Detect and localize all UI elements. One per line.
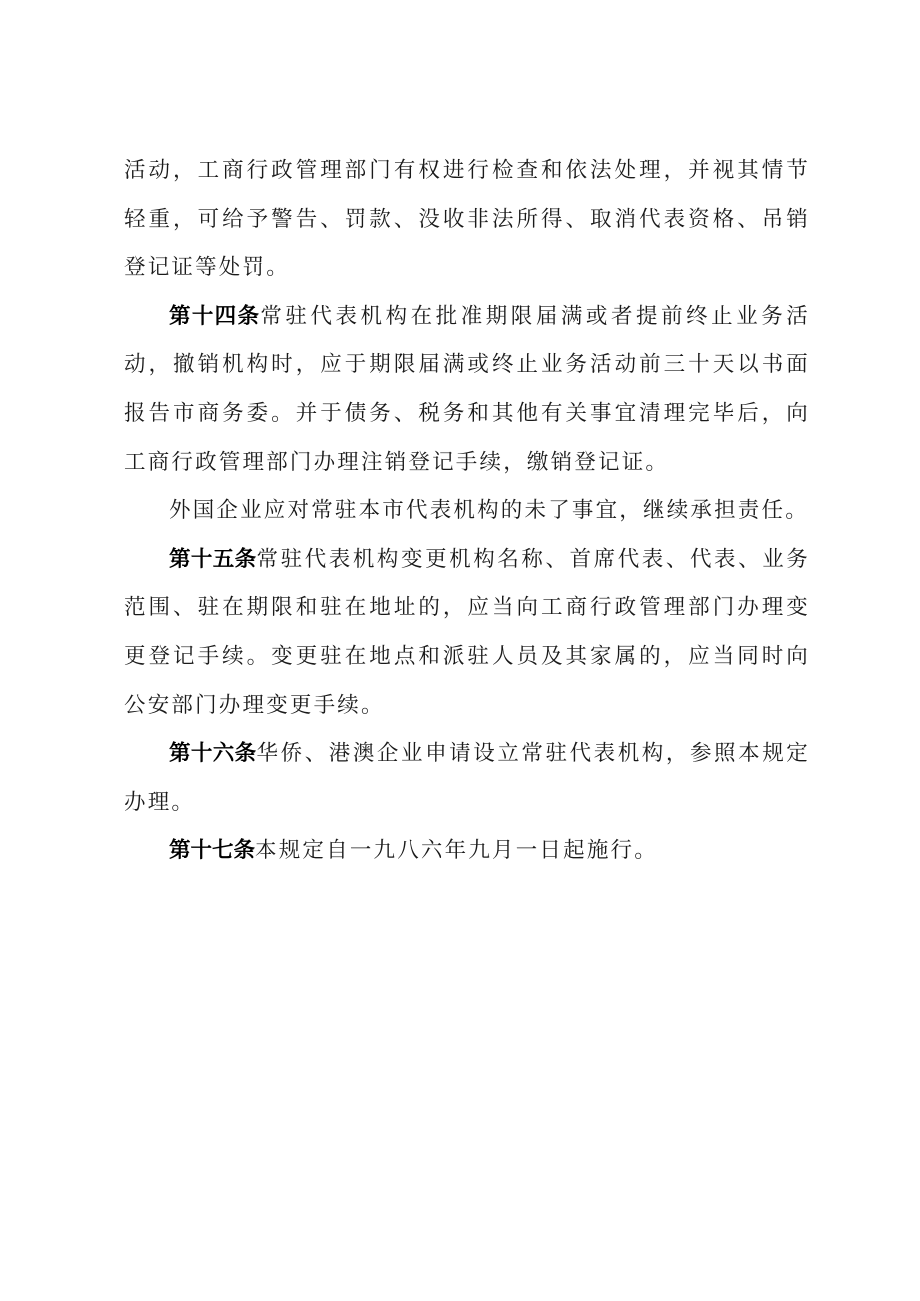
paragraph-text: 常驻代表机构变更机构名称、首席代表、代表、业务范围、驻在期限和驻在地址的，应当向工商行政管理部门办理变更登记手续。变更驻在地点和派驻人员及其家属的，应当同时向公安部门办理变更手续。 xyxy=(124,546,810,718)
article-number: 第十六条 xyxy=(169,741,257,767)
paragraph-article-14 xyxy=(124,293,810,487)
paragraph-article-17 xyxy=(124,827,810,876)
paragraph-text: 本规定自一九八六年九月一日起施行。 xyxy=(255,838,658,864)
paragraph-text: 活动，工商行政管理部门有权进行检查和依法处理，并视其情节轻重，可给予警告、罚款、没收非法所得、取消代表资格、吊销登记证等处罚。 xyxy=(124,158,810,281)
paragraph-continuation xyxy=(124,147,810,293)
paragraph-text: 常驻代表机构在批准期限届满或者提前终止业务活动，撤销机构时，应于期限届满或终止业务活动前三十天以书面报告市商务委。并于债务、税务和其他有关事宜清理完毕后，向工商行政管理部门办理注销登记手续，缴销登记证。 xyxy=(124,303,810,475)
paragraph-foreign-liability xyxy=(124,487,810,536)
paragraph-article-15 xyxy=(124,536,810,730)
paragraph-text: 华侨、港澳企业申请设立常驻代表机构，参照本规定办理。 xyxy=(124,741,810,815)
article-number: 第十四条 xyxy=(169,303,261,329)
paragraph-text: 外国企业应对常驻本市代表机构的未了事宜，继续承担责任。 xyxy=(169,498,809,524)
article-number: 第十七条 xyxy=(169,838,256,864)
article-number: 第十五条 xyxy=(169,546,257,572)
paragraph-article-16 xyxy=(124,730,810,827)
document-page xyxy=(124,147,810,876)
